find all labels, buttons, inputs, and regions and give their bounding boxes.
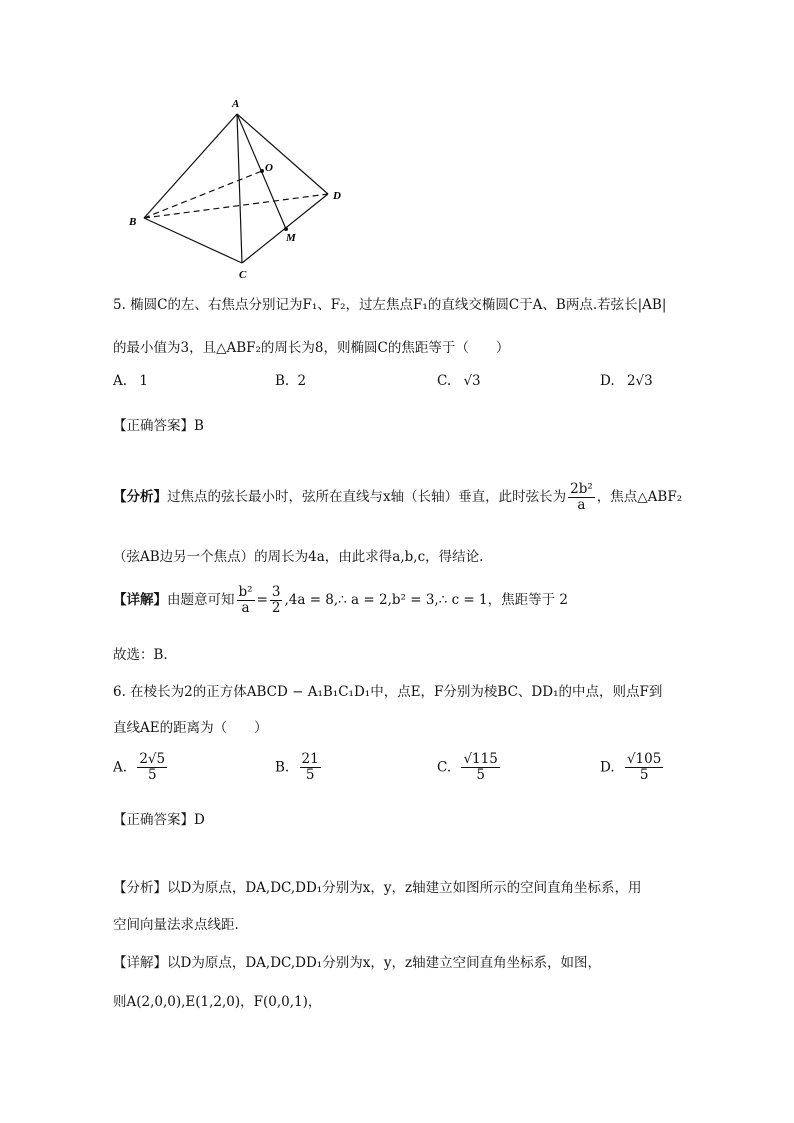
- analysis-text: 过焦点的弦长最小时，弦所在直线与x轴（长轴）垂直，此时弦长为: [167, 488, 567, 505]
- fraction: $\frac{\text{2b²}}{a}$: [570, 481, 593, 513]
- q6-answer: 【正确答案】D: [113, 812, 205, 828]
- label-c: C: [239, 269, 247, 281]
- option-label: D.: [600, 759, 615, 776]
- analysis-text-2: ，焦点△ABF₂: [596, 488, 683, 505]
- q5-detail: [113, 585, 568, 616]
- tetrahedron-figure: [120, 95, 360, 285]
- q6-analysis-line2: 空间向量法求点线距.: [113, 917, 239, 933]
- q6-option-c[interactable]: [437, 752, 502, 783]
- q6-detail-line1: 【详解】以D为原点，DA,DC,DD₁分别为x，y，z轴建立空间直角坐标系，如图，: [113, 955, 602, 971]
- option-label: B.: [275, 759, 290, 776]
- detail-tag: 【详解】: [113, 591, 167, 608]
- q6-option-a[interactable]: [113, 752, 169, 783]
- option-fraction: $\frac{√115}{5}$: [463, 751, 498, 783]
- label-m: M: [286, 232, 296, 244]
- option-value: √3: [463, 373, 481, 389]
- option-fraction: $\frac{√105}{5}$: [626, 751, 662, 783]
- q6-option-d[interactable]: [600, 752, 665, 783]
- option-value: 2: [297, 373, 307, 389]
- q5-analysis-line1: [113, 482, 682, 513]
- option-fraction: $\frac{2√5}{5}$: [139, 751, 166, 783]
- label-b: B: [129, 216, 137, 228]
- q5-analysis-line2: （弦AB边另一个焦点）的周长为4a，由此求得a,b,c，得结论.: [113, 549, 484, 565]
- label-d: D: [333, 190, 341, 202]
- fraction-1: $\frac{\text{b²}}{a}$: [238, 584, 253, 616]
- fraction-2: $\frac{3}{2}$: [271, 584, 281, 616]
- option-label: C.: [437, 373, 452, 389]
- option-value: 1: [139, 373, 148, 389]
- detail-text-2: ,4a = 8,∴ a = 2,b² = 3,∴ c = 1，焦距等于 2: [284, 591, 569, 608]
- q5-stem-line1: 5. 椭圆C的左、右焦点分别记为F₁、F₂，过左焦点F₁的直线交椭圆C于A、B两点.若弦长|AB|: [113, 297, 667, 313]
- q6-stem-line2: 直线AE的距离为（ ）: [113, 720, 268, 736]
- q5-stem-line2: 的最小值为3，且△ABF₂的周长为8，则椭圆C的焦距等于（ ）: [113, 340, 510, 356]
- option-value: 2√3: [626, 373, 653, 389]
- q6-detail-line2: 则A(2,0,0),E(1,2,0)，F(0,0,1)，: [113, 994, 322, 1010]
- q5-conclusion: 故选：B.: [113, 647, 168, 663]
- option-fraction: $\frac{21}{5}$: [301, 751, 319, 783]
- q5-option-c[interactable]: [437, 373, 481, 389]
- option-label: D.: [600, 373, 615, 389]
- detail-text: 由题意可知: [167, 591, 235, 608]
- q6-analysis-line1: 【分析】以D为原点，DA,DC,DD₁分别为x，y，z轴建立如图所示的空间直角坐标系，用: [113, 880, 642, 896]
- label-a: A: [232, 98, 240, 110]
- q6-option-b[interactable]: [275, 752, 323, 783]
- q6-stem-line1: 6. 在棱长为2的正方体ABCD − A₁B₁C₁D₁中，点E，F分别为棱BC、DD₁的中点，则点F到: [113, 684, 663, 700]
- equals: =: [256, 591, 268, 608]
- q5-option-a[interactable]: [113, 373, 148, 389]
- q5-option-d[interactable]: [600, 373, 653, 389]
- option-label: A.: [113, 373, 128, 389]
- option-label: C.: [437, 759, 452, 776]
- label-o: O: [265, 162, 273, 174]
- q5-answer: 【正确答案】B: [113, 418, 204, 434]
- option-label: A.: [113, 759, 128, 776]
- q5-option-b[interactable]: [275, 373, 306, 389]
- analysis-tag: 【分析】: [113, 488, 167, 505]
- option-label: B.: [275, 373, 290, 389]
